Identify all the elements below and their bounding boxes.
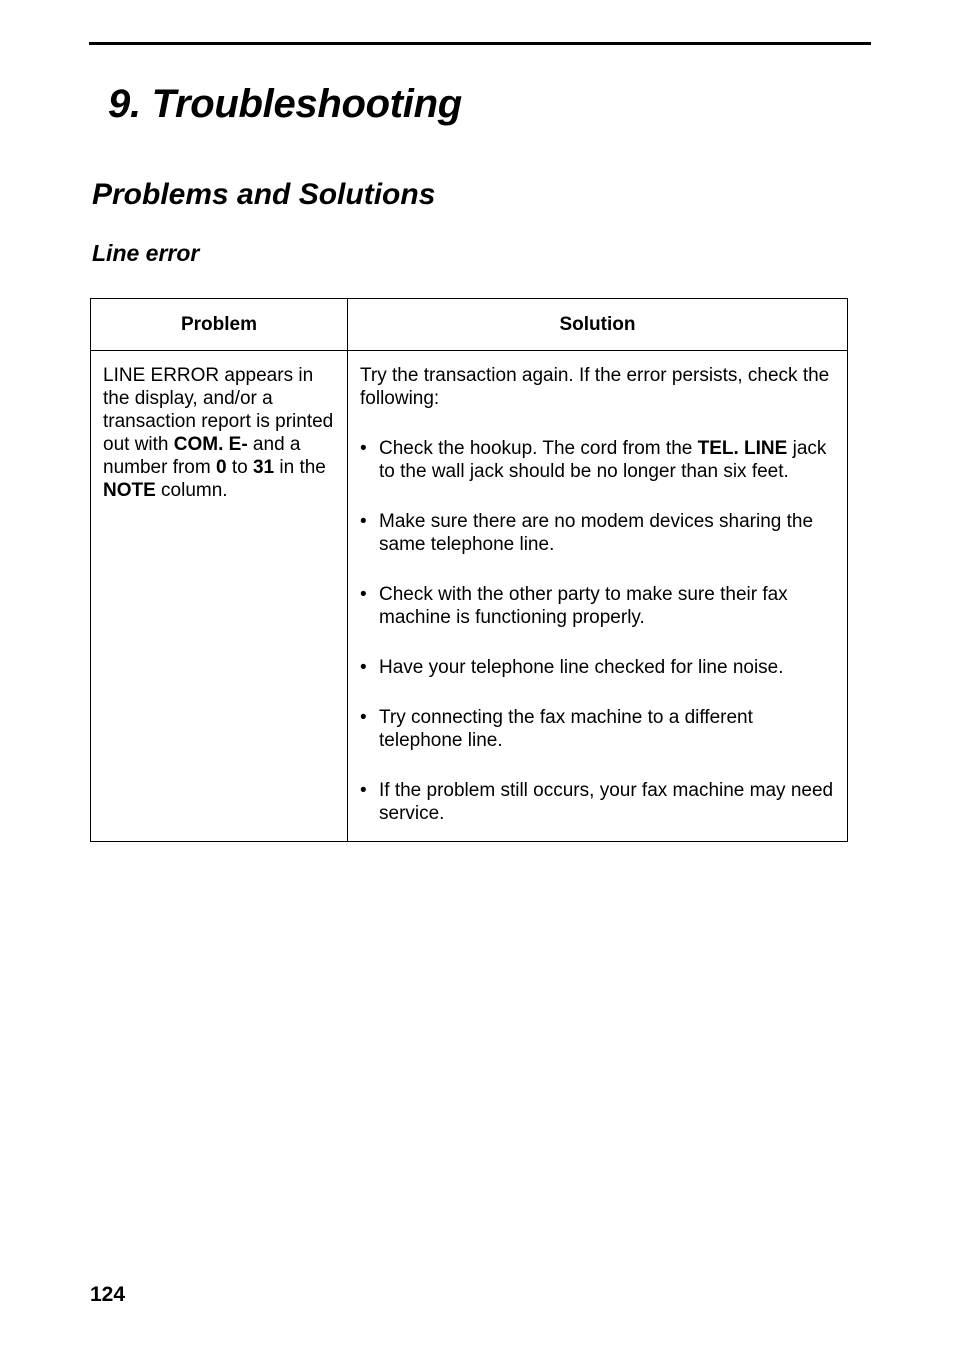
list-item-text: jack to the wall jack should be no longer than six feet. <box>379 438 827 482</box>
list-item-text: Make sure there are no modem devices sharing the same telephone line. <box>379 511 814 555</box>
list-item-text: Try connecting the fax machine to a different telephone line. <box>379 707 753 751</box>
list-item-text: Check with the other party to make sure their fax machine is functioning properly. <box>379 584 788 628</box>
list-item <box>360 583 841 629</box>
problem-text: and a number from <box>103 434 301 478</box>
chapter-title: 9. Troubleshooting <box>108 82 462 126</box>
header-problem: Problem <box>91 299 348 351</box>
problem-bold-note: NOTE <box>103 480 156 501</box>
page-number: 124 <box>90 1283 126 1306</box>
solution-list <box>360 437 841 825</box>
bullet-icon: • <box>360 438 367 459</box>
list-item-bold: TEL. LINE <box>697 438 788 459</box>
list-item <box>360 510 841 556</box>
list-item <box>360 779 841 825</box>
bullet-icon: • <box>360 780 367 801</box>
bullet-icon: • <box>360 511 367 532</box>
solution-cell <box>348 351 848 842</box>
problem-text: to <box>226 457 253 478</box>
troubleshooting-table <box>90 298 848 842</box>
problem-cell <box>91 351 348 842</box>
bullet-icon: • <box>360 707 367 728</box>
solution-intro: Try the transaction again. If the error persists, check the following: <box>360 365 830 409</box>
bullet-icon: • <box>360 657 367 678</box>
subsection-title: Line error <box>92 240 200 266</box>
list-item-text: Have your telephone line checked for line noise. <box>379 657 784 678</box>
problem-bold-com-e: COM. E- <box>173 434 248 455</box>
header-solution: Solution <box>348 299 848 351</box>
table-row <box>91 351 848 842</box>
problem-bold-zero: 0 <box>215 457 227 478</box>
top-rule <box>89 42 871 45</box>
list-item-text: If the problem still occurs, your fax machine may need service. <box>379 780 834 824</box>
list-item <box>360 437 841 483</box>
bullet-icon: • <box>360 584 367 605</box>
list-item <box>360 656 841 679</box>
list-item <box>360 706 841 752</box>
problem-bold-thirty-one: 31 <box>252 457 275 478</box>
problem-text: LINE ERROR appears in the display, and/or a transaction report is printed out with <box>103 365 334 455</box>
problem-text: in the <box>274 457 326 478</box>
list-item-text: Check the hookup. The cord from the <box>379 438 698 459</box>
section-title: Problems and Solutions <box>92 178 436 211</box>
table-header-row <box>91 299 848 351</box>
problem-text: column. <box>155 480 228 501</box>
